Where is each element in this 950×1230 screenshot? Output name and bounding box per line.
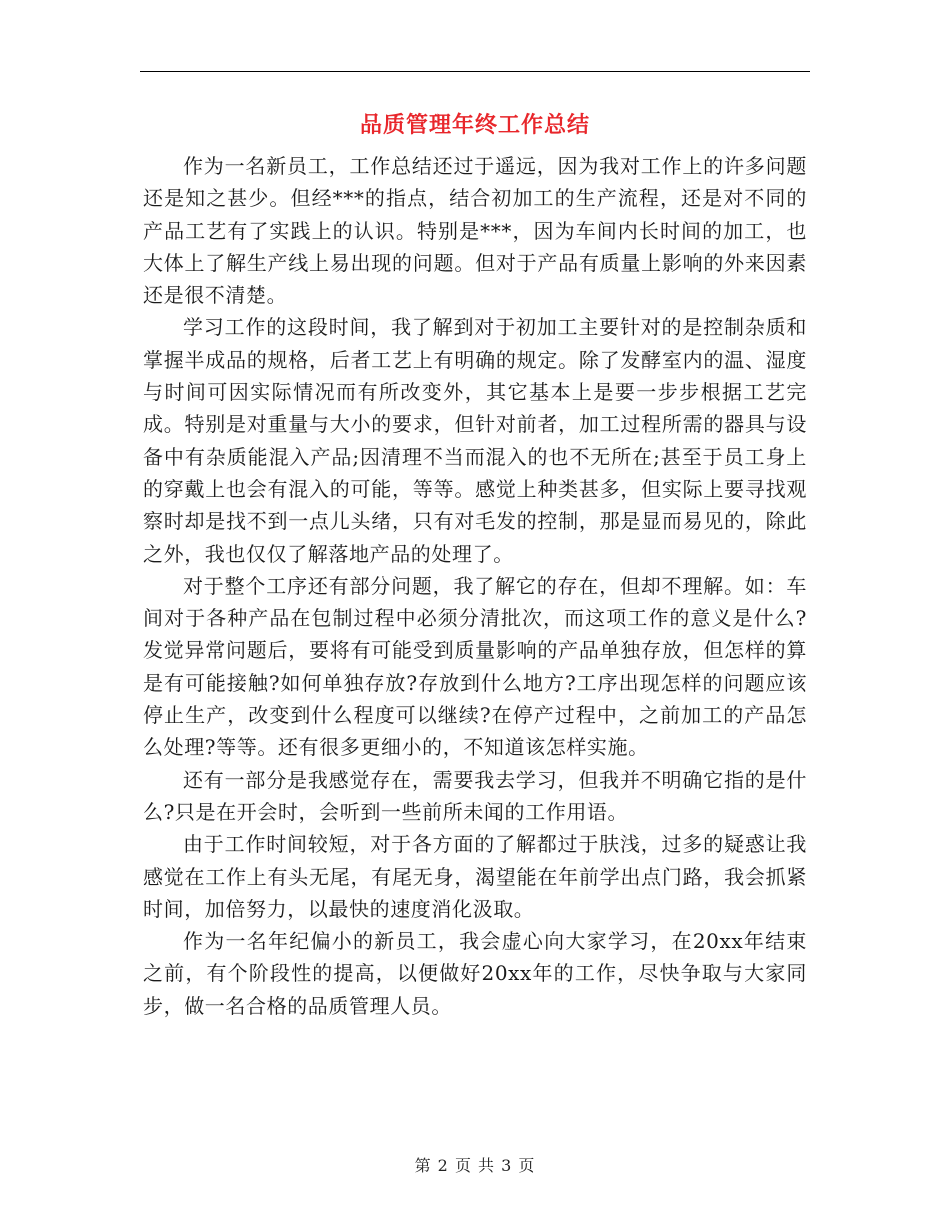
document-body bbox=[143, 150, 807, 1022]
page-number-footer: 第 2 页 共 3 页 bbox=[414, 1156, 536, 1175]
paragraph-4: 还有一部分是我感觉存在，需要我去学习，但我并不明确它指的是什么?只是在开会时，会听到一些前所未闻的工作用语。 bbox=[143, 767, 807, 824]
paragraph-2: 学习工作的这段时间，我了解到对于初加工主要针对的是控制杂质和掌握半成品的规格，后者工艺上有明确的规定。除了发酵室内的温、湿度与时间可因实际情况而有所改变外，其它基本上是要一步步根据工艺完成。特别是对重量与大小的要求，但针对前者，加工过程所需的器具与设备中有杂质能混入产品;因清理不当而混入的也不无所在;甚至于员工身上的穿戴上也会有混入的可能，等等。感觉上种类甚多，但实际上要寻找观察时却是找不到一点儿头绪，只有对毛发的控制，那是显而易见的，除此之外，我也仅仅了解落地产品的处理了。 bbox=[143, 315, 807, 566]
document-title: 品质管理年终工作总结 bbox=[359, 112, 590, 138]
paragraph-1: 作为一名新员工，工作总结还过于遥远，因为我对工作上的许多问题还是知之甚少。但经***的指点，结合初加工的生产流程，还是对不同的产品工艺有了实践上的认识。特别是***，因为车间内长时间的加工，也大体上了解生产线上易出现的问题。但对于产品有质量上影响的外来因素还是很不清楚。 bbox=[143, 154, 807, 308]
header-rule bbox=[140, 71, 810, 72]
paragraph-3: 对于整个工序还有部分问题，我了解它的存在，但却不理解。如：车间对于各种产品在包制过程中必须分清批次，而这项工作的意义是什么?发觉异常问题后，要将有可能受到质量影响的产品单独存放，但怎样的算是有可能接触?如何单独存放?存放到什么地方?工序出现怎样的问题应该停止生产，改变到什么程度可以继续?在停产过程中，之前加工的产品怎么处理?等等。还有很多更细小的，不知道该怎样实施。 bbox=[143, 573, 807, 760]
paragraph-5: 由于工作时间较短，对于各方面的了解都过于肤浅，过多的疑惑让我感觉在工作上有头无尾，有尾无身，渴望能在年前学出点门路，我会抓紧时间，加倍努力，以最快的速度消化汲取。 bbox=[143, 832, 807, 921]
paragraph-6: 作为一名年纪偏小的新员工，我会虚心向大家学习，在20xx年结束之前，有个阶段性的提高，以便做好20xx年的工作，尽快争取与大家同步，做一名合格的品质管理人员。 bbox=[143, 929, 807, 1018]
